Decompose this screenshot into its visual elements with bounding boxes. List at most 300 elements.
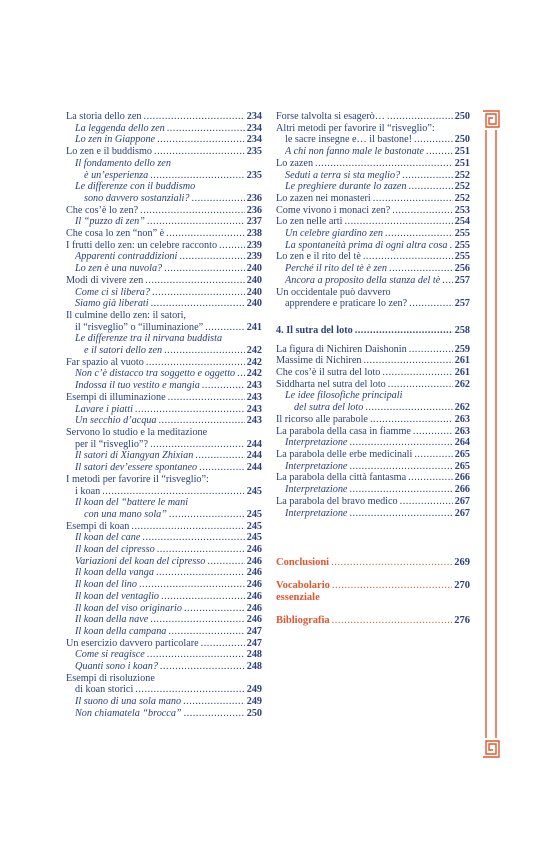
toc-entry-line xyxy=(75,579,262,591)
toc-entry-line xyxy=(276,123,470,135)
toc-page-number: 246 xyxy=(246,590,262,602)
toc-entry-title: La parabola delle erbe medicinali xyxy=(276,448,413,460)
toc-entry-title: Lo zen e il buddismo xyxy=(66,146,153,158)
toc-entry-title: Forse talvolta si esagerò… xyxy=(276,111,385,122)
toc-page-number: 255 xyxy=(454,251,470,263)
toc-entry-title: Il koan del ventaglio xyxy=(75,590,160,602)
dot-leader xyxy=(363,251,453,263)
toc-entry xyxy=(276,367,470,379)
dot-leader xyxy=(414,134,453,146)
dot-leader xyxy=(207,556,244,568)
toc-entry-title: Il ricorso alle parabole xyxy=(276,413,368,425)
dot-leader xyxy=(201,638,245,650)
toc-entry-title: Modi di vivere zen xyxy=(66,274,144,286)
toc-entry-line xyxy=(66,357,262,369)
toc-entry xyxy=(276,461,470,473)
toc-entry xyxy=(276,449,470,461)
toc-entry xyxy=(66,474,262,497)
toc-page-number: 255 xyxy=(454,239,470,251)
toc-entry xyxy=(66,567,262,579)
toc-entry xyxy=(66,263,262,275)
toc-entry xyxy=(276,181,470,193)
toc-entry-title: Far spazio al vuoto xyxy=(66,356,144,368)
toc-entry-title: il “risveglio” o “illuminazione” xyxy=(75,321,204,333)
dot-leader xyxy=(150,614,244,626)
toc-page-number: 246 xyxy=(246,567,262,579)
toc-entry-line xyxy=(285,461,470,473)
dot-leader xyxy=(332,580,452,592)
toc-entry-line xyxy=(75,193,262,205)
toc-page-number: 239 xyxy=(246,251,262,263)
toc-page-number: 267 xyxy=(454,507,470,519)
greek-key-border-icon xyxy=(482,110,500,758)
toc-entry-title: sono davvero sostanziali? xyxy=(84,192,190,204)
dot-leader xyxy=(413,426,453,438)
toc-page-number: 270 xyxy=(454,580,470,592)
dot-leader xyxy=(147,216,245,228)
dot-leader xyxy=(392,205,452,217)
toc-entry-title: è un’esperienza xyxy=(84,169,149,181)
toc-page-number: 240 xyxy=(246,263,262,275)
toc-entry-line xyxy=(75,368,262,380)
toc-entry xyxy=(66,392,262,404)
toc-entry-line xyxy=(66,638,262,650)
dot-leader xyxy=(373,193,453,205)
toc-entry xyxy=(66,181,262,204)
dot-leader xyxy=(139,579,245,591)
toc-page-number: 243 xyxy=(246,415,262,427)
toc-entry xyxy=(276,496,470,508)
toc-entry xyxy=(276,344,470,356)
toc-entry-title: La figura di Nichiren Daishonin xyxy=(276,343,407,355)
dot-leader xyxy=(169,509,245,521)
toc-entry-line xyxy=(276,205,470,217)
toc-entry-line xyxy=(66,146,262,158)
dot-leader xyxy=(202,380,245,392)
toc-entry-title: Lo zazen xyxy=(276,157,314,169)
dot-leader xyxy=(131,521,244,533)
toc-page-number: 239 xyxy=(246,239,262,251)
toc-entry-title: La parabola della casa in fiamme xyxy=(276,425,411,437)
toc-page-number: 234 xyxy=(246,134,262,146)
toc-entry xyxy=(66,123,262,135)
toc-entry-title: Il satori dev’essere spontaneo xyxy=(75,462,198,474)
toc-entry-line xyxy=(75,333,262,345)
toc-entry-title: Il koan del cane xyxy=(75,532,141,544)
dot-leader xyxy=(365,402,452,414)
toc-entry-title: apprendere e praticare lo zen? xyxy=(285,298,408,310)
toc-page-number: 237 xyxy=(246,216,262,228)
toc-entry-title: i koan xyxy=(75,485,101,497)
toc-entry-line xyxy=(75,462,262,474)
toc-entry-title: Un esercizio davvero particolare xyxy=(66,637,199,649)
dot-leader xyxy=(150,170,244,182)
toc-entry-title: Esempi di illuminazione xyxy=(66,391,166,403)
toc-page-number: 240 xyxy=(246,274,262,286)
toc-page-number: 261 xyxy=(454,355,470,367)
toc-entry xyxy=(276,287,470,310)
toc-entry-line xyxy=(276,344,470,356)
toc-page-number: 261 xyxy=(454,367,470,379)
toc-entry xyxy=(276,216,470,228)
dot-leader xyxy=(408,472,453,484)
toc-entry xyxy=(66,603,262,615)
toc-entry xyxy=(66,497,262,520)
toc-page-number: 251 xyxy=(454,157,470,169)
dot-leader xyxy=(363,355,452,367)
toc-entry xyxy=(66,111,262,123)
toc-entry-line xyxy=(75,509,262,521)
toc-entry-line xyxy=(276,367,470,379)
toc-entry xyxy=(66,544,262,556)
toc-entry-line xyxy=(66,228,262,240)
toc-entry-title: le sacre insegne e… il bastone! xyxy=(285,134,413,146)
toc-page-number: 246 xyxy=(246,614,262,626)
toc-page-number: 263 xyxy=(454,425,470,437)
dot-leader xyxy=(332,615,453,627)
dot-leader xyxy=(389,263,453,275)
dot-leader xyxy=(102,486,245,498)
dot-leader xyxy=(179,251,244,263)
toc-entry-title: 4. Il sutra del loto xyxy=(276,324,353,336)
toc-left-column xyxy=(66,111,262,720)
toc-entry xyxy=(66,450,262,462)
toc-page-number: 245 xyxy=(246,485,262,497)
dot-leader xyxy=(388,379,453,391)
toc-entry-line xyxy=(75,216,262,228)
toc-entry-line xyxy=(285,181,470,193)
toc-entry-title: con una mano sola” xyxy=(84,508,167,520)
dot-leader xyxy=(442,275,452,287)
toc-entry xyxy=(66,462,262,474)
toc-page-number: 240 xyxy=(246,286,262,298)
dot-leader xyxy=(402,170,453,182)
toc-page-number: 245 xyxy=(246,508,262,520)
toc-entry-line xyxy=(75,158,262,170)
toc-entry-line xyxy=(66,521,262,533)
toc-entry-title: Lo zen e il rito del tè xyxy=(276,251,361,263)
dot-leader xyxy=(191,193,244,205)
toc-entry-title: Interpretazione xyxy=(285,484,348,496)
toc-entry xyxy=(66,661,262,673)
toc-entry-line xyxy=(66,275,262,287)
toc-entry-line xyxy=(285,437,470,449)
toc-entry-line xyxy=(75,134,262,146)
toc-entry-line xyxy=(75,661,262,673)
dot-leader xyxy=(385,228,453,240)
toc-entry-title: Il koan della campana xyxy=(75,625,167,637)
back-matter-title: Conclusioni xyxy=(276,557,330,569)
toc-page-number: 263 xyxy=(454,413,470,425)
toc-entry-line xyxy=(75,123,262,135)
toc-entry xyxy=(66,591,262,603)
toc-entry-line xyxy=(75,614,262,626)
toc-entry-line xyxy=(276,355,470,367)
toc-entry-title: Il koan del cipresso xyxy=(75,544,155,556)
toc-page-number: 246 xyxy=(246,602,262,614)
toc-entry xyxy=(276,158,470,170)
toc-page-number: 252 xyxy=(454,181,470,193)
toc-entry-line xyxy=(75,591,262,603)
toc-entry xyxy=(66,205,262,217)
toc-entry-line xyxy=(75,708,262,720)
toc-entry xyxy=(276,111,470,123)
toc-page-number: 245 xyxy=(246,520,262,532)
dot-leader xyxy=(168,626,244,638)
toc-page-number: 251 xyxy=(454,146,470,158)
toc-entry-line xyxy=(75,287,262,299)
toc-entry xyxy=(66,251,262,263)
toc-page-number: 247 xyxy=(246,637,262,649)
back-matter-title: Vocabolario essenziale xyxy=(276,580,330,604)
toc-page-number: 247 xyxy=(246,625,262,637)
toc-page-number: 267 xyxy=(454,495,470,507)
toc-entry-line xyxy=(75,696,262,708)
dot-leader xyxy=(409,298,453,310)
toc-entry-line xyxy=(66,392,262,404)
toc-entry-line xyxy=(276,414,470,426)
dot-leader xyxy=(315,158,453,170)
toc-entry xyxy=(66,673,262,696)
toc-entry xyxy=(276,263,470,275)
toc-entry-line xyxy=(276,111,470,123)
toc-entry xyxy=(276,437,470,449)
dot-leader xyxy=(195,450,244,462)
dot-leader xyxy=(147,649,245,661)
toc-entry-title: di koan storici xyxy=(75,684,134,696)
toc-entry-line xyxy=(66,240,262,252)
toc-entry-title: Non chiamatela “brocca” xyxy=(75,707,182,719)
dot-leader xyxy=(184,708,245,720)
toc-entry-line xyxy=(75,298,262,310)
toc-entry xyxy=(66,310,262,333)
dot-leader xyxy=(409,344,453,356)
toc-entry-title: Che cosa lo zen “non” è xyxy=(66,228,165,240)
toc-entry xyxy=(66,427,262,450)
dot-leader xyxy=(168,392,245,404)
back-matter-title: Bibliografia xyxy=(276,615,330,627)
toc-entry-line xyxy=(276,472,470,484)
toc-entry-title: Interpretazione xyxy=(285,437,348,449)
toc-entry-line xyxy=(285,402,470,414)
toc-entry xyxy=(66,240,262,252)
toc-entry-title: Le idee filosofiche principali xyxy=(285,390,403,402)
toc-page-number: 257 xyxy=(454,298,470,310)
dot-leader xyxy=(160,661,245,673)
dot-leader xyxy=(158,415,244,427)
toc-entry xyxy=(66,404,262,416)
toc-entry-title: Lo zazen nei monasteri xyxy=(276,192,371,204)
toc-page-number: 266 xyxy=(454,472,470,484)
toc-page-number: 245 xyxy=(246,532,262,544)
toc-entry-title: Il koan del viso originario xyxy=(75,602,182,614)
toc-page-number: 249 xyxy=(246,696,262,708)
toc-entry-title: Il koan del “battere le mani xyxy=(75,497,189,509)
dot-leader xyxy=(183,696,245,708)
toc-entry-line xyxy=(75,263,262,275)
toc-entry-title: Che cos’è lo zen? xyxy=(66,204,139,216)
toc-right-column xyxy=(276,111,470,627)
toc-entry xyxy=(66,298,262,310)
toc-page-number: 256 xyxy=(454,263,470,275)
toc-page-number: 255 xyxy=(454,228,470,240)
toc-entry-title: Come si reagisce xyxy=(75,649,145,661)
toc-page-number: 250 xyxy=(246,707,262,719)
dot-leader xyxy=(349,484,452,496)
dot-leader xyxy=(146,357,245,369)
toc-page-number: 236 xyxy=(246,192,262,204)
toc-entry-line xyxy=(276,496,470,508)
toc-entry-title: Indossa il tuo vestito e mangia xyxy=(75,380,200,392)
toc-entry-line xyxy=(276,158,470,170)
toc-entry-title: Variazioni del koan del cipresso xyxy=(75,555,206,567)
toc-entry xyxy=(66,158,262,181)
toc-page-number: 248 xyxy=(246,661,262,673)
toc-page-number: 242 xyxy=(246,356,262,368)
toc-entry-title: I frutti dello zen: un celebre racconto xyxy=(66,239,218,251)
toc-page-number: 244 xyxy=(246,462,262,474)
dot-leader xyxy=(154,146,245,158)
toc-entry-title: del sutra del loto xyxy=(294,402,364,414)
toc-entry xyxy=(276,275,470,287)
toc-entry xyxy=(66,228,262,240)
toc-page-number: 238 xyxy=(246,228,262,240)
toc-entry-line xyxy=(66,673,262,685)
toc-entry xyxy=(66,708,262,720)
dot-leader xyxy=(145,275,244,287)
toc-page-number: 265 xyxy=(454,448,470,460)
toc-page-number: 243 xyxy=(246,403,262,415)
dot-leader xyxy=(140,205,245,217)
toc-entry xyxy=(66,556,262,568)
toc-entry-title: Il “puzzo di zen” xyxy=(75,216,145,228)
toc-page-number: 234 xyxy=(246,111,262,122)
toc-page-number: 244 xyxy=(246,450,262,462)
dot-leader xyxy=(142,532,244,544)
toc-entry-title: Apparenti contraddizioni xyxy=(75,251,178,263)
toc-entry-line xyxy=(285,390,470,402)
toc-entry-line xyxy=(75,345,262,357)
toc-entry-line xyxy=(285,228,470,240)
toc-entry xyxy=(276,205,470,217)
toc-entry-title: Siamo già liberati xyxy=(75,298,149,310)
dot-leader xyxy=(161,591,245,603)
toc-entry-title: Ancora a proposito della stanza del tè xyxy=(285,274,441,286)
toc-entry xyxy=(66,696,262,708)
toc-back-matter-entry xyxy=(276,557,470,569)
toc-entry-line xyxy=(66,205,262,217)
toc-entry-line xyxy=(285,240,470,252)
toc-entry-title: Le differenze tra il nirvana buddista xyxy=(75,333,223,345)
toc-entry-line xyxy=(276,134,470,146)
toc-page-number: 246 xyxy=(246,555,262,567)
dot-leader xyxy=(150,439,245,451)
toc-page-number: 253 xyxy=(454,204,470,216)
toc-page-number: 266 xyxy=(454,484,470,496)
toc-page-number: 234 xyxy=(246,122,262,134)
toc-entry-line xyxy=(75,532,262,544)
toc-entry xyxy=(66,380,262,392)
toc-entry-line xyxy=(75,251,262,263)
toc-page-number: 235 xyxy=(246,169,262,181)
dot-leader xyxy=(199,462,245,474)
dot-leader xyxy=(349,461,452,473)
toc-entry-title: Siddharta nel sutra del loto xyxy=(276,378,386,390)
dot-leader xyxy=(205,322,245,334)
toc-entry xyxy=(66,275,262,287)
toc-page-number: 249 xyxy=(246,684,262,696)
toc-entry-title: Esempi di koan xyxy=(66,520,130,532)
toc-entry-line xyxy=(66,684,262,696)
toc-entry-line xyxy=(276,426,470,438)
toc-page-number: 236 xyxy=(246,204,262,216)
toc-entry xyxy=(66,579,262,591)
toc-entry-line xyxy=(285,263,470,275)
dot-leader xyxy=(387,111,453,123)
toc-entry-title: La parabola del bravo medico xyxy=(276,495,398,507)
toc-page-number: 235 xyxy=(246,146,262,158)
toc-entry-line xyxy=(75,649,262,661)
toc-entry xyxy=(66,626,262,638)
toc-entry-title: Come vivono i monaci zen? xyxy=(276,204,391,216)
toc-entry-line xyxy=(75,556,262,568)
toc-entry-line xyxy=(75,181,262,193)
toc-entry xyxy=(276,123,470,146)
toc-entry-title: Che cos’è il sutra del loto xyxy=(276,367,381,379)
dot-leader xyxy=(408,181,452,193)
toc-entry-line xyxy=(75,404,262,416)
toc-entry xyxy=(276,240,470,252)
toc-entry-line xyxy=(75,415,262,427)
toc-entry-title: Il suono di una sola mano xyxy=(75,696,182,708)
toc-entry-title: Il koan della vanga xyxy=(75,567,154,579)
toc-entry-line xyxy=(66,427,262,439)
toc-entry-line xyxy=(276,325,470,337)
dot-leader xyxy=(237,368,245,380)
toc-entry-line xyxy=(75,170,262,182)
toc-entry-line xyxy=(276,298,470,310)
toc-entry xyxy=(276,355,470,367)
toc-page-number: 264 xyxy=(454,437,470,449)
dot-leader xyxy=(349,437,452,449)
dot-leader xyxy=(219,240,245,252)
toc-entry-title: Il koan del lino xyxy=(75,579,137,591)
toc-page-number: 243 xyxy=(246,380,262,392)
toc-entry-title: Un occidentale può davvero xyxy=(276,286,391,298)
toc-entry-line xyxy=(75,567,262,579)
toc-entry-line xyxy=(285,170,470,182)
dot-leader xyxy=(152,287,245,299)
dot-leader xyxy=(382,367,452,379)
toc-page-number: 254 xyxy=(454,216,470,228)
dot-leader xyxy=(184,603,245,615)
toc-entry-title: La spontaneità prima di ogni altra cosa xyxy=(285,239,448,251)
toc-entry-title: Altri metodi per favorire il “risveglio”: xyxy=(276,122,435,134)
toc-entry-line xyxy=(285,146,470,158)
dot-leader xyxy=(135,404,245,416)
toc-page-number: 250 xyxy=(454,134,470,146)
toc-entry-line xyxy=(75,544,262,556)
toc-entry xyxy=(66,532,262,544)
dot-leader xyxy=(370,414,453,426)
toc-entry-line xyxy=(75,497,262,509)
toc-page-number: 240 xyxy=(246,298,262,310)
toc-entry xyxy=(276,508,470,520)
dot-leader xyxy=(166,228,245,240)
toc-entry-title: Servono lo studio e la meditazione xyxy=(66,426,208,438)
dot-leader xyxy=(164,263,245,275)
toc-entry-line xyxy=(66,310,262,322)
